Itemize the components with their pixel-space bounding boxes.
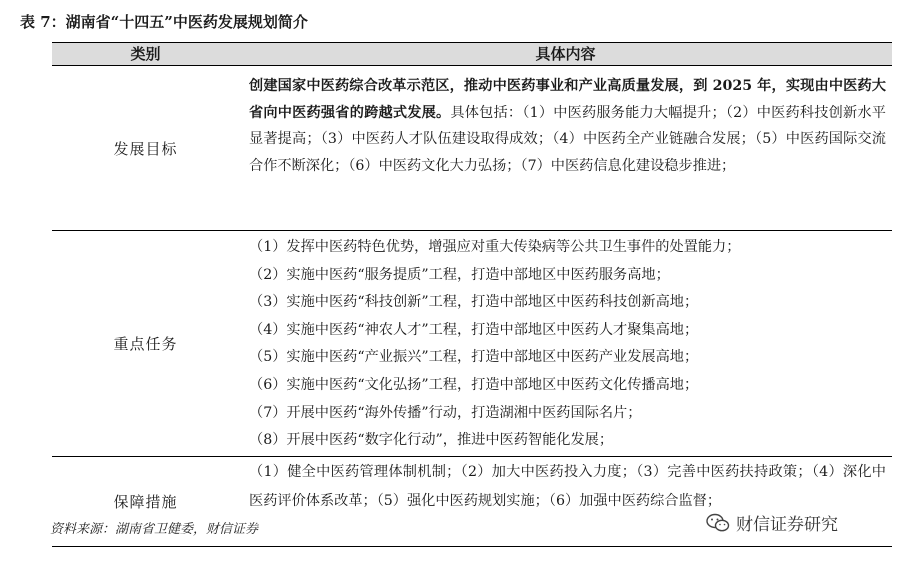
table-row-goal [52, 66, 892, 231]
source-note: 资料来源：湖南省卫健委，财信证券 [50, 522, 259, 537]
category-tasks: 重点任务 [113, 335, 178, 353]
watermark-text: 财信证券研究 [736, 515, 838, 535]
category-goal: 发展目标 [113, 139, 178, 158]
task-item: （2）实施中医药“服务提质”工程，打造中部地区中医药服务高地； [249, 266, 670, 283]
wechat-icon [706, 513, 730, 533]
task-item: （3）实施中医药“科技创新”工程，打造中部地区中医药科技创新高地； [249, 294, 699, 311]
goal-bold-text: 创建国家中医药综合改革示范区，推动中医药事业和产业高质量发展，到 2025 年，实现由中医药大省向中医药强省的跨越式发展。 [249, 78, 886, 121]
category-measures: 保障措施 [113, 493, 178, 511]
tasks-content [239, 231, 892, 456]
task-item: （7）开展中医药“海外传播”行动，打造湖湘中医药国际名片； [249, 404, 642, 421]
table-caption: 表 7：湖南省“十四五”中医药发展规划简介 [20, 13, 308, 31]
task-item: （8）开展中医药“数字化行动”，推进中医药智能化发展； [249, 432, 614, 449]
header-content: 具体内容 [535, 45, 596, 63]
task-item: （4）实施中医药“神农人才”工程，打造中部地区中医药人才聚集高地； [249, 321, 699, 338]
task-item: （6）实施中医药“文化弘扬”工程，打造中部地区中医药文化传播高地； [249, 376, 699, 393]
measures-text: （1）健全中医药管理体制机制；（2）加大中医药投入力度；（3）完善中医药扶持政策；（4）深化中医药评价体系改革；（5）强化中医药规划实施；（6）加强中医药综合监督； [249, 464, 886, 509]
goal-content [239, 66, 892, 230]
table-header-row [52, 42, 892, 66]
task-item: （5）实施中医药“产业振兴”工程，打造中部地区中医药产业发展高地； [249, 349, 699, 366]
task-item: （1）发挥中医药特色优势，增强应对重大传染病等公共卫生事件的处置能力； [249, 239, 741, 255]
watermark [706, 510, 838, 535]
table-row-tasks [52, 231, 892, 457]
header-category: 类别 [130, 45, 161, 63]
goal-text: 具体包括：（1）中医药服务能力大幅提升；（2）中医药科技创新水平显著提高；（3）中医药人才队伍建设取得成效；（4）中医药全产业链融合发展；（5）中医药国际交流合作不断深化；（6）中医药文化大力弘扬；（7）中医药信息化建设稳步推进； [249, 104, 886, 174]
plan-table [52, 42, 892, 547]
